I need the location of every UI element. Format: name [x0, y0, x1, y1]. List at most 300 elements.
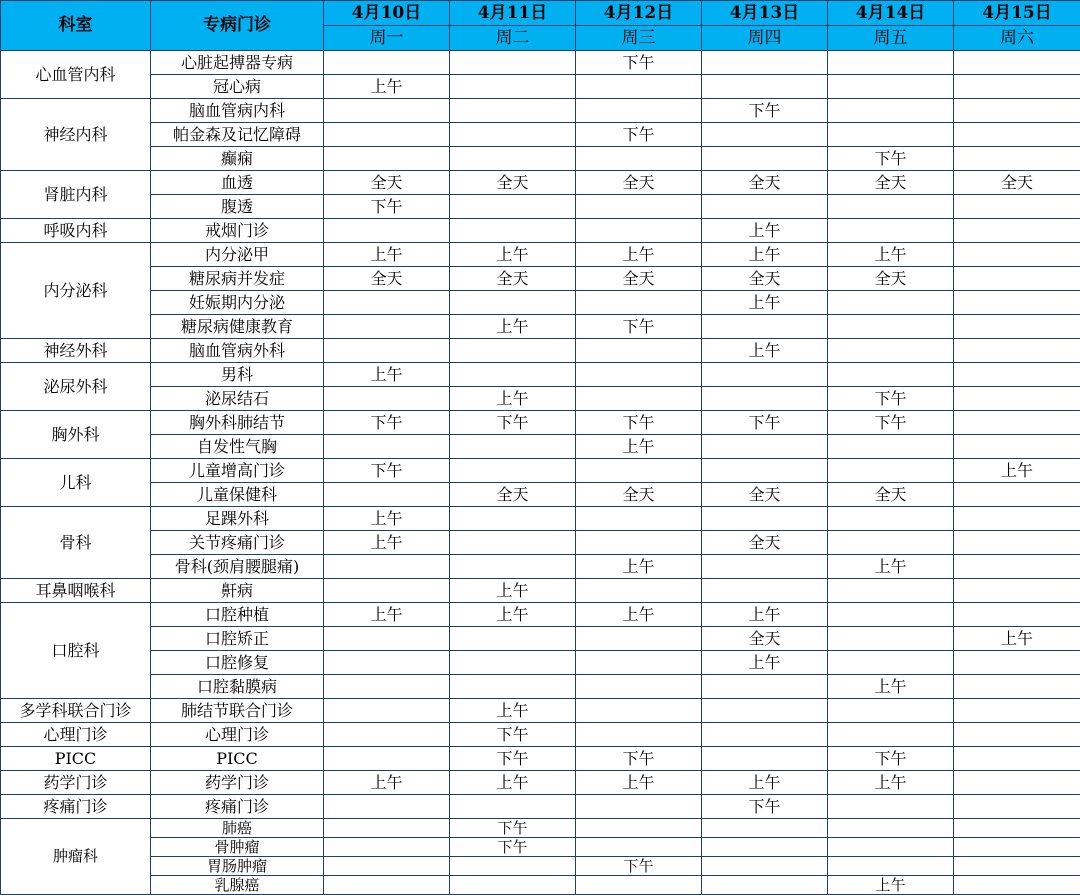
date-header: 4月11日 — [450, 1, 576, 26]
schedule-cell: 全天 — [828, 171, 954, 195]
schedule-cell — [576, 819, 702, 838]
clinic-column-header: 专病门诊 — [151, 1, 324, 51]
schedule-cell — [702, 75, 828, 99]
schedule-cell — [954, 857, 1080, 876]
schedule-cell — [954, 123, 1080, 147]
schedule-cell — [324, 819, 450, 838]
schedule-cell — [954, 363, 1080, 387]
schedule-cell — [450, 675, 576, 699]
department-cell: 胸外科 — [1, 411, 151, 459]
table-row — [1, 838, 1080, 857]
schedule-cell — [576, 531, 702, 555]
schedule-cell — [576, 651, 702, 675]
clinic-cell: 鼾病 — [151, 579, 324, 603]
schedule-cell — [702, 315, 828, 339]
schedule-cell — [702, 675, 828, 699]
schedule-cell — [702, 579, 828, 603]
date-header: 4月10日 — [324, 1, 450, 26]
schedule-cell — [450, 651, 576, 675]
department-cell: 肾脏内科 — [1, 171, 151, 219]
table-row — [1, 627, 1080, 651]
clinic-cell: 内分泌甲 — [151, 243, 324, 267]
weekday-header: 周四 — [702, 26, 828, 51]
schedule-cell: 上午 — [576, 603, 702, 627]
table-row — [1, 75, 1080, 99]
schedule-cell: 全天 — [954, 171, 1080, 195]
schedule-cell — [576, 291, 702, 315]
schedule-cell — [954, 267, 1080, 291]
schedule-cell — [828, 819, 954, 838]
schedule-cell: 上午 — [702, 291, 828, 315]
schedule-cell — [576, 339, 702, 363]
schedule-cell: 下午 — [576, 315, 702, 339]
schedule-cell: 全天 — [702, 627, 828, 651]
clinic-cell: 儿童增高门诊 — [151, 459, 324, 483]
schedule-cell: 全天 — [450, 267, 576, 291]
schedule-cell — [576, 627, 702, 651]
clinic-cell: 肺结节联合门诊 — [151, 699, 324, 723]
schedule-cell — [954, 723, 1080, 747]
weekday-header: 周六 — [954, 26, 1080, 51]
schedule-cell — [324, 651, 450, 675]
clinic-cell: 腹透 — [151, 195, 324, 219]
table-row — [1, 531, 1080, 555]
table-row — [1, 723, 1080, 747]
table-row — [1, 507, 1080, 531]
schedule-cell — [828, 291, 954, 315]
schedule-cell — [954, 99, 1080, 123]
schedule-cell — [954, 411, 1080, 435]
clinic-cell: 儿童保健科 — [151, 483, 324, 507]
clinic-cell: 口腔黏膜病 — [151, 675, 324, 699]
schedule-cell — [576, 507, 702, 531]
schedule-cell: 下午 — [576, 857, 702, 876]
table-row — [1, 579, 1080, 603]
schedule-cell — [828, 579, 954, 603]
schedule-cell — [324, 339, 450, 363]
clinic-cell: 心理门诊 — [151, 723, 324, 747]
weekday-header: 周二 — [450, 26, 576, 51]
department-cell: 内分泌科 — [1, 243, 151, 339]
schedule-cell: 上午 — [324, 75, 450, 99]
schedule-cell — [954, 603, 1080, 627]
table-row — [1, 147, 1080, 171]
clinic-cell: 足踝外科 — [151, 507, 324, 531]
schedule-cell — [450, 75, 576, 99]
schedule-cell — [450, 435, 576, 459]
department-cell: 疼痛门诊 — [1, 795, 151, 819]
table-header — [1, 1, 1080, 51]
schedule-cell: 上午 — [702, 339, 828, 363]
schedule-cell: 下午 — [576, 411, 702, 435]
weekday-header: 周一 — [324, 26, 450, 51]
schedule-cell — [702, 747, 828, 771]
schedule-cell: 下午 — [702, 795, 828, 819]
schedule-cell — [450, 339, 576, 363]
schedule-cell: 上午 — [450, 603, 576, 627]
clinic-cell: 糖尿病并发症 — [151, 267, 324, 291]
schedule-cell — [702, 51, 828, 75]
table-row — [1, 195, 1080, 219]
schedule-cell — [324, 315, 450, 339]
schedule-cell — [954, 75, 1080, 99]
department-cell: 肿瘤科 — [1, 819, 151, 895]
schedule-cell — [576, 579, 702, 603]
schedule-cell — [324, 838, 450, 857]
table-row — [1, 603, 1080, 627]
schedule-cell — [324, 675, 450, 699]
department-cell: 神经内科 — [1, 99, 151, 171]
clinic-cell: 妊娠期内分泌 — [151, 291, 324, 315]
table-row — [1, 819, 1080, 838]
schedule-cell — [324, 219, 450, 243]
table-row — [1, 747, 1080, 771]
table-row — [1, 555, 1080, 579]
clinic-cell: PICC — [151, 747, 324, 771]
date-header: 4月14日 — [828, 1, 954, 26]
schedule-cell — [828, 651, 954, 675]
schedule-cell — [954, 219, 1080, 243]
clinic-cell: 帕金森及记忆障碍 — [151, 123, 324, 147]
schedule-cell: 上午 — [954, 459, 1080, 483]
schedule-cell — [954, 699, 1080, 723]
date-header: 4月12日 — [576, 1, 702, 26]
schedule-cell: 全天 — [324, 267, 450, 291]
department-cell: 泌尿外科 — [1, 363, 151, 411]
table-row — [1, 483, 1080, 507]
clinic-cell: 肺癌 — [151, 819, 324, 838]
table-row — [1, 411, 1080, 435]
table-row — [1, 699, 1080, 723]
schedule-cell — [702, 838, 828, 857]
schedule-cell — [954, 555, 1080, 579]
schedule-cell — [828, 219, 954, 243]
schedule-cell — [450, 291, 576, 315]
schedule-cell: 上午 — [324, 771, 450, 795]
schedule-cell: 上午 — [450, 387, 576, 411]
schedule-cell: 上午 — [702, 771, 828, 795]
schedule-cell — [828, 531, 954, 555]
schedule-cell — [702, 147, 828, 171]
schedule-cell: 上午 — [702, 651, 828, 675]
schedule-cell — [450, 147, 576, 171]
schedule-cell — [954, 435, 1080, 459]
weekday-header: 周三 — [576, 26, 702, 51]
table-row — [1, 99, 1080, 123]
schedule-cell — [828, 699, 954, 723]
schedule-cell: 全天 — [450, 483, 576, 507]
schedule-cell: 下午 — [576, 51, 702, 75]
schedule-cell — [954, 651, 1080, 675]
schedule-cell — [576, 195, 702, 219]
table-row — [1, 339, 1080, 363]
schedule-cell — [954, 315, 1080, 339]
schedule-cell — [702, 195, 828, 219]
schedule-cell — [954, 675, 1080, 699]
schedule-cell — [828, 75, 954, 99]
schedule-cell — [702, 723, 828, 747]
clinic-cell: 疼痛门诊 — [151, 795, 324, 819]
clinic-cell: 戒烟门诊 — [151, 219, 324, 243]
schedule-cell — [576, 219, 702, 243]
schedule-cell: 全天 — [576, 267, 702, 291]
department-cell: 耳鼻咽喉科 — [1, 579, 151, 603]
schedule-cell — [324, 99, 450, 123]
schedule-cell: 下午 — [828, 411, 954, 435]
schedule-cell — [324, 555, 450, 579]
department-cell: 呼吸内科 — [1, 219, 151, 243]
schedule-cell — [702, 819, 828, 838]
schedule-cell — [324, 291, 450, 315]
schedule-cell — [450, 531, 576, 555]
schedule-cell — [324, 627, 450, 651]
table-row — [1, 857, 1080, 876]
schedule-cell: 上午 — [576, 555, 702, 579]
schedule-cell — [450, 459, 576, 483]
schedule-cell — [702, 363, 828, 387]
schedule-cell — [324, 699, 450, 723]
clinic-cell: 口腔种植 — [151, 603, 324, 627]
schedule-cell: 下午 — [828, 747, 954, 771]
schedule-cell — [324, 795, 450, 819]
table-row — [1, 123, 1080, 147]
table-row — [1, 771, 1080, 795]
schedule-cell: 上午 — [702, 243, 828, 267]
schedule-cell: 上午 — [702, 603, 828, 627]
date-header: 4月13日 — [702, 1, 828, 26]
schedule-cell — [324, 123, 450, 147]
schedule-cell — [324, 747, 450, 771]
schedule-cell: 下午 — [450, 819, 576, 838]
schedule-cell — [828, 795, 954, 819]
department-cell: 心理门诊 — [1, 723, 151, 747]
schedule-cell — [828, 838, 954, 857]
schedule-cell — [576, 699, 702, 723]
schedule-cell: 上午 — [450, 315, 576, 339]
schedule-cell — [324, 857, 450, 876]
schedule-cell — [954, 195, 1080, 219]
table-row — [1, 171, 1080, 195]
schedule-cell — [828, 339, 954, 363]
schedule-cell: 下午 — [828, 387, 954, 411]
schedule-cell: 上午 — [324, 603, 450, 627]
clinic-cell: 自发性气胸 — [151, 435, 324, 459]
clinic-cell: 泌尿结石 — [151, 387, 324, 411]
schedule-cell: 全天 — [828, 483, 954, 507]
table-row — [1, 675, 1080, 699]
schedule-cell — [450, 99, 576, 123]
clinic-cell: 骨肿瘤 — [151, 838, 324, 857]
schedule-cell: 下午 — [324, 195, 450, 219]
table-body — [1, 51, 1080, 895]
table-row — [1, 219, 1080, 243]
schedule-cell — [324, 579, 450, 603]
department-cell: 儿科 — [1, 459, 151, 507]
schedule-cell — [576, 459, 702, 483]
schedule-cell: 下午 — [828, 147, 954, 171]
schedule-cell — [954, 531, 1080, 555]
clinic-cell: 药学门诊 — [151, 771, 324, 795]
schedule-cell — [450, 876, 576, 895]
dept-column-header: 科室 — [1, 1, 151, 51]
schedule-cell — [702, 857, 828, 876]
department-cell: 心血管内科 — [1, 51, 151, 99]
schedule-cell: 上午 — [828, 771, 954, 795]
schedule-cell: 下午 — [702, 411, 828, 435]
table-row — [1, 51, 1080, 75]
schedule-cell: 上午 — [954, 627, 1080, 651]
table-row — [1, 876, 1080, 895]
schedule-cell: 全天 — [450, 171, 576, 195]
schedule-cell — [828, 857, 954, 876]
schedule-cell — [954, 771, 1080, 795]
schedule-cell: 上午 — [828, 675, 954, 699]
schedule-cell: 上午 — [828, 243, 954, 267]
schedule-cell — [450, 51, 576, 75]
schedule-cell — [954, 819, 1080, 838]
schedule-cell: 上午 — [828, 555, 954, 579]
table-row — [1, 795, 1080, 819]
schedule-cell — [576, 675, 702, 699]
schedule-cell — [324, 876, 450, 895]
schedule-cell: 上午 — [324, 243, 450, 267]
clinic-cell: 口腔修复 — [151, 651, 324, 675]
clinic-cell: 口腔矫正 — [151, 627, 324, 651]
schedule-cell — [954, 747, 1080, 771]
schedule-cell: 上午 — [828, 876, 954, 895]
clinic-cell: 男科 — [151, 363, 324, 387]
schedule-cell — [450, 219, 576, 243]
clinic-cell: 血透 — [151, 171, 324, 195]
schedule-cell — [828, 123, 954, 147]
department-cell: 口腔科 — [1, 603, 151, 699]
schedule-cell — [702, 435, 828, 459]
clinic-cell: 心脏起搏器专病 — [151, 51, 324, 75]
schedule-cell — [702, 555, 828, 579]
schedule-cell: 全天 — [702, 483, 828, 507]
schedule-cell: 全天 — [702, 267, 828, 291]
schedule-cell — [828, 435, 954, 459]
schedule-cell — [954, 579, 1080, 603]
schedule-cell — [324, 147, 450, 171]
schedule-cell: 上午 — [324, 507, 450, 531]
schedule-cell: 全天 — [576, 171, 702, 195]
schedule-cell — [450, 363, 576, 387]
schedule-cell: 上午 — [450, 771, 576, 795]
schedule-cell — [828, 315, 954, 339]
table-row — [1, 459, 1080, 483]
schedule-cell — [576, 723, 702, 747]
table-row — [1, 651, 1080, 675]
schedule-cell — [828, 51, 954, 75]
schedule-cell — [576, 75, 702, 99]
clinic-cell: 癫痫 — [151, 147, 324, 171]
schedule-cell: 全天 — [828, 267, 954, 291]
schedule-cell — [954, 876, 1080, 895]
schedule-cell — [450, 507, 576, 531]
schedule-cell: 上午 — [576, 435, 702, 459]
schedule-cell — [954, 483, 1080, 507]
schedule-cell — [954, 291, 1080, 315]
schedule-cell — [450, 627, 576, 651]
schedule-cell: 上午 — [450, 699, 576, 723]
schedule-cell: 下午 — [576, 123, 702, 147]
schedule-cell — [828, 507, 954, 531]
schedule-cell: 下午 — [576, 747, 702, 771]
schedule-cell — [576, 387, 702, 411]
table-row — [1, 387, 1080, 411]
schedule-cell — [702, 387, 828, 411]
schedule-cell — [828, 627, 954, 651]
schedule-cell — [828, 99, 954, 123]
schedule-cell: 下午 — [450, 747, 576, 771]
clinic-cell: 骨科(颈肩腰腿痛) — [151, 555, 324, 579]
schedule-cell: 全天 — [576, 483, 702, 507]
schedule-cell — [324, 387, 450, 411]
schedule-cell — [576, 795, 702, 819]
clinic-cell: 胃肠肿瘤 — [151, 857, 324, 876]
schedule-cell: 下午 — [450, 411, 576, 435]
schedule-cell — [954, 387, 1080, 411]
schedule-cell: 上午 — [324, 363, 450, 387]
schedule-cell — [450, 555, 576, 579]
schedule-cell: 全天 — [702, 531, 828, 555]
schedule-cell — [954, 339, 1080, 363]
schedule-cell — [576, 363, 702, 387]
schedule-cell — [702, 459, 828, 483]
schedule-cell — [324, 723, 450, 747]
schedule-cell: 上午 — [702, 219, 828, 243]
schedule-cell: 上午 — [450, 243, 576, 267]
clinic-cell: 冠心病 — [151, 75, 324, 99]
schedule-cell — [702, 123, 828, 147]
schedule-cell — [954, 795, 1080, 819]
weekday-header: 周五 — [828, 26, 954, 51]
schedule-cell — [828, 603, 954, 627]
department-cell: 神经外科 — [1, 339, 151, 363]
schedule-cell: 下午 — [450, 723, 576, 747]
table-row — [1, 363, 1080, 387]
table-row — [1, 315, 1080, 339]
schedule-cell — [450, 795, 576, 819]
clinic-cell: 胸外科肺结节 — [151, 411, 324, 435]
schedule-cell — [576, 99, 702, 123]
schedule-cell: 下午 — [324, 411, 450, 435]
schedule-cell — [954, 51, 1080, 75]
schedule-cell: 上午 — [576, 771, 702, 795]
department-cell: PICC — [1, 747, 151, 771]
schedule-cell — [954, 147, 1080, 171]
department-cell: 骨科 — [1, 507, 151, 579]
schedule-cell — [576, 876, 702, 895]
schedule-cell: 下午 — [324, 459, 450, 483]
schedule-cell — [576, 838, 702, 857]
schedule-cell: 上午 — [450, 579, 576, 603]
schedule-cell — [954, 243, 1080, 267]
table-row — [1, 267, 1080, 291]
table-row — [1, 435, 1080, 459]
schedule-cell — [324, 51, 450, 75]
schedule-cell: 下午 — [702, 99, 828, 123]
table-row — [1, 291, 1080, 315]
schedule-cell — [954, 507, 1080, 531]
schedule-cell: 全天 — [702, 171, 828, 195]
clinic-cell: 关节疼痛门诊 — [151, 531, 324, 555]
table-row — [1, 243, 1080, 267]
schedule-cell — [702, 699, 828, 723]
schedule-cell — [450, 123, 576, 147]
schedule-cell: 下午 — [450, 838, 576, 857]
